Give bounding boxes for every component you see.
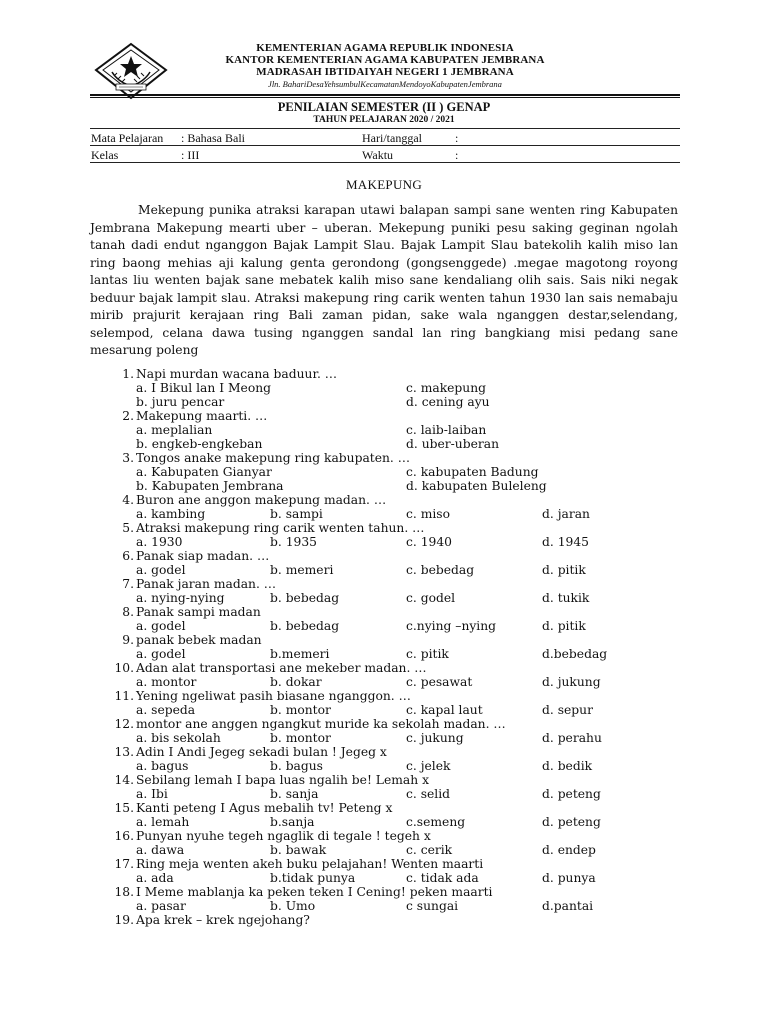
option: d. punya [542,871,596,885]
option: b. bagus [270,759,323,773]
day-value: : [455,131,459,145]
info-mid-line [90,145,680,146]
option: a. pasar [136,899,186,913]
option: d. kabupaten Buleleng [406,479,547,493]
option: b. Kabupaten Jembrana [136,479,284,493]
option-row [0,563,768,577]
option-row [0,871,768,885]
question-number: 13. [114,745,134,759]
option: b. bawak [270,843,327,857]
option: b. Umo [270,899,316,913]
option-row [0,675,768,689]
class-value: : III [181,148,200,162]
option: a. godel [136,619,186,633]
option: b. bebedag [270,619,340,633]
question-number: 18. [114,885,134,899]
option: c. pesawat [406,675,473,689]
question-text: Buron ane anggon makepung madan. … [136,493,387,507]
option: d. sepur [542,703,593,717]
school-address: Jln. BahariDesaYehsumbulKecamatanMendoyoKabupatenJembrana [268,79,502,89]
option: c. godel [406,591,456,605]
question-list [0,367,768,927]
question-number: 4. [122,493,134,507]
reading-passage: Mekepung punika atraksi karapan utawi balapan sampi sane wenten ring Kabupaten Jembrana Makepung mearti uber – uberan. Mekepung puniki pesu saking geginan ngolah tanah dadi endut nganggon Bajak Lampit Slau. Bajak Lampit Slau batekolih kalih miso lan ring baong mehias aji kalung genta gerondong (gongsenggede) .megae magotong royong lantas liu wenten bajak sane mebatek kalih miso sane kendaliang olih sais. Sais niki negak beduur bajak lampit slau. Atraksi makepung ring carik wenten tahun 1930 lan sais nemabaju mirib prajurit kerajaan ring Bali zaman pidan, sake wala nganggen destar,selendang, selempod, celana dawa tusing nganggen sandal lan ring bangkiang misi pedang sane mesarung poleng [90,203,678,357]
option-row [0,507,768,521]
ministry-name: KEMENTERIAN AGAMA REPUBLIK INDONESIA [256,42,514,54]
option: b. bebedag [270,591,340,605]
question-item [0,605,768,619]
question-number: 12. [114,717,134,731]
question-number: 7. [122,577,134,591]
option: a. Kabupaten Gianyar [136,465,272,479]
option: d. endep [542,843,596,857]
question-text: Adin I Andi Jegeg sekadi bulan ! Jegeg x [136,745,387,759]
option: d. pitik [542,619,586,633]
question-item [0,549,768,563]
option-row [0,731,768,745]
option: d. pitik [542,563,586,577]
question-number: 1. [122,367,134,381]
option: c.nying –nying [406,619,497,633]
question-number: 11. [114,689,134,703]
option: a. 1930 [136,535,183,549]
question-text: Apa krek – krek ngejohang? [136,913,310,927]
option: d. perahu [542,731,602,745]
option: a. dawa [136,843,185,857]
question-item [0,577,768,591]
question-item [0,885,768,899]
question-number: 14. [114,773,134,787]
option: b. dokar [270,675,322,689]
option: c. tidak ada [406,871,479,885]
question-item [0,773,768,787]
option: b. engkeb-engkeban [136,437,263,451]
option: d. peteng [542,815,601,829]
question-number: 5. [122,521,134,535]
option: b. sanja [270,787,319,801]
option: c. makepung [406,381,487,395]
question-item [0,717,768,731]
question-number: 10. [114,661,134,675]
reading-heading: MAKEPUNG [345,177,423,192]
question-text: montor ane anggen ngangkut muride ka sekolah madan. … [136,717,506,731]
option: c. cerik [406,843,453,857]
question-item [0,367,768,381]
option: d. tukik [542,591,590,605]
option: a. sepeda [136,703,196,717]
subject-label: Mata Pelajaran [91,131,164,145]
subject-value: : Bahasa Bali [181,131,245,145]
question-text: Adan alat transportasi ane mekeber madan. … [136,661,427,675]
option-row [0,535,768,549]
option: b. memeri [270,563,334,577]
option: a. bagus [136,759,189,773]
question-item [0,451,768,465]
question-text: Punyan nyuhe tegeh ngaglik di tegale ! tegeh x [136,829,431,843]
question-number: 2. [122,409,134,423]
option: b. montor [270,703,331,717]
question-number: 8. [122,605,134,619]
day-label: Hari/tanggal [362,131,422,145]
option: c. jelek [406,759,451,773]
option-row [0,437,768,451]
option-row [0,787,768,801]
question-item [0,633,768,647]
option: a. montor [136,675,197,689]
question-item [0,409,768,423]
option: a. godel [136,563,186,577]
option-row [0,381,768,395]
academic-year: TAHUN PELAJARAN 2020 / 2021 [313,115,455,125]
question-item [0,745,768,759]
question-item [0,493,768,507]
option: d. jaran [542,507,590,521]
option-row [0,479,768,493]
question-number: 16. [114,829,134,843]
question-number: 15. [114,801,134,815]
question-item [0,913,768,927]
option-row [0,703,768,717]
option: b. sampi [270,507,323,521]
option: c. selid [406,787,451,801]
question-text: Panak sampi madan [136,605,261,619]
question-number: 3. [122,451,134,465]
option: c sungai [406,899,459,913]
question-text: Tongos anake makepung ring kabupaten. … [136,451,411,465]
option: c. bebedag [406,563,475,577]
question-item [0,829,768,843]
option: a. lemah [136,815,190,829]
question-text: Kanti peteng I Agus mebalih tv! Peteng x [136,801,393,815]
option: a. ada [136,871,174,885]
time-label: Waktu [362,148,394,162]
option: d. bedik [542,759,593,773]
option: d. jukung [542,675,601,689]
option: c. 1940 [406,535,452,549]
option: c. kapal laut [406,703,483,717]
option: a. godel [136,647,186,661]
question-number: 6. [122,549,134,563]
option: c. laib-laiban [406,423,487,437]
question-text: Ring meja wenten akeh buku pelajahan! Wenten maarti [136,857,484,871]
option-row [0,843,768,857]
option: d. 1945 [542,535,589,549]
info-top-line [90,128,680,129]
info-bottom-line [90,162,680,163]
option: b.memeri [270,647,330,661]
letterhead-divider-thin [90,97,680,98]
option: d. peteng [542,787,601,801]
question-number: 19. [114,913,134,927]
option-row [0,899,768,913]
option: a. meplalian [136,423,213,437]
option-row [0,395,768,409]
question-text: I Meme mablanja ka peken teken I Cening! peken maarti [136,885,493,899]
question-number: 9. [122,633,134,647]
kemenag-emblem-icon [94,42,168,100]
exam-title: PENILAIAN SEMESTER (II ) GENAP [277,100,491,114]
option: d. uber-uberan [406,437,499,451]
question-text: Makepung maarti. … [136,409,268,423]
question-item [0,661,768,675]
letterhead-divider [90,94,680,96]
option-row [0,591,768,605]
option: d.bebedag [542,647,608,661]
question-item [0,689,768,703]
question-text: Atraksi makepung ring carik wenten tahun. … [136,521,425,535]
question-text: Panak jaran madan. … [136,577,277,591]
option: a. I Bikul lan I Meong [136,381,272,395]
option: d. cening ayu [406,395,490,409]
office-name: KANTOR KEMENTERIAN AGAMA KABUPATEN JEMBRANA [225,54,545,66]
question-item [0,801,768,815]
question-text: Yening ngeliwat pasih biasane nganggon. … [136,689,411,703]
option: a. kambing [136,507,206,521]
school-name: MADRASAH IBTIDAIYAH NEGERI 1 JEMBRANA [256,66,514,78]
option: c. kabupaten Badung [406,465,539,479]
option: b. montor [270,731,331,745]
option-row [0,759,768,773]
option: c. jukung [406,731,464,745]
option: b.tidak punya [270,871,356,885]
question-item [0,857,768,871]
option: d.pantai [542,899,594,913]
option: b. 1935 [270,535,317,549]
question-number: 17. [114,857,134,871]
class-label: Kelas [91,148,119,162]
option-row [0,815,768,829]
option: c. miso [406,507,451,521]
option-row [0,619,768,633]
question-text: Sebilang lemah I bapa luas ngalih be! Lemah x [136,773,429,787]
option-row [0,465,768,479]
question-text: Napi murdan wacana baduur. … [136,367,338,381]
option-row [0,647,768,661]
question-text: Panak siap madan. … [136,549,270,563]
option: c.semeng [406,815,466,829]
option: a. nying-nying [136,591,225,605]
option: b.sanja [270,815,315,829]
time-value: : [455,148,459,162]
option: c. pitik [406,647,449,661]
question-text: panak bebek madan [136,633,262,647]
option: b. juru pencar [136,395,225,409]
question-item [0,521,768,535]
option: a. bis sekolah [136,731,221,745]
option: a. Ibi [136,787,168,801]
option-row [0,423,768,437]
